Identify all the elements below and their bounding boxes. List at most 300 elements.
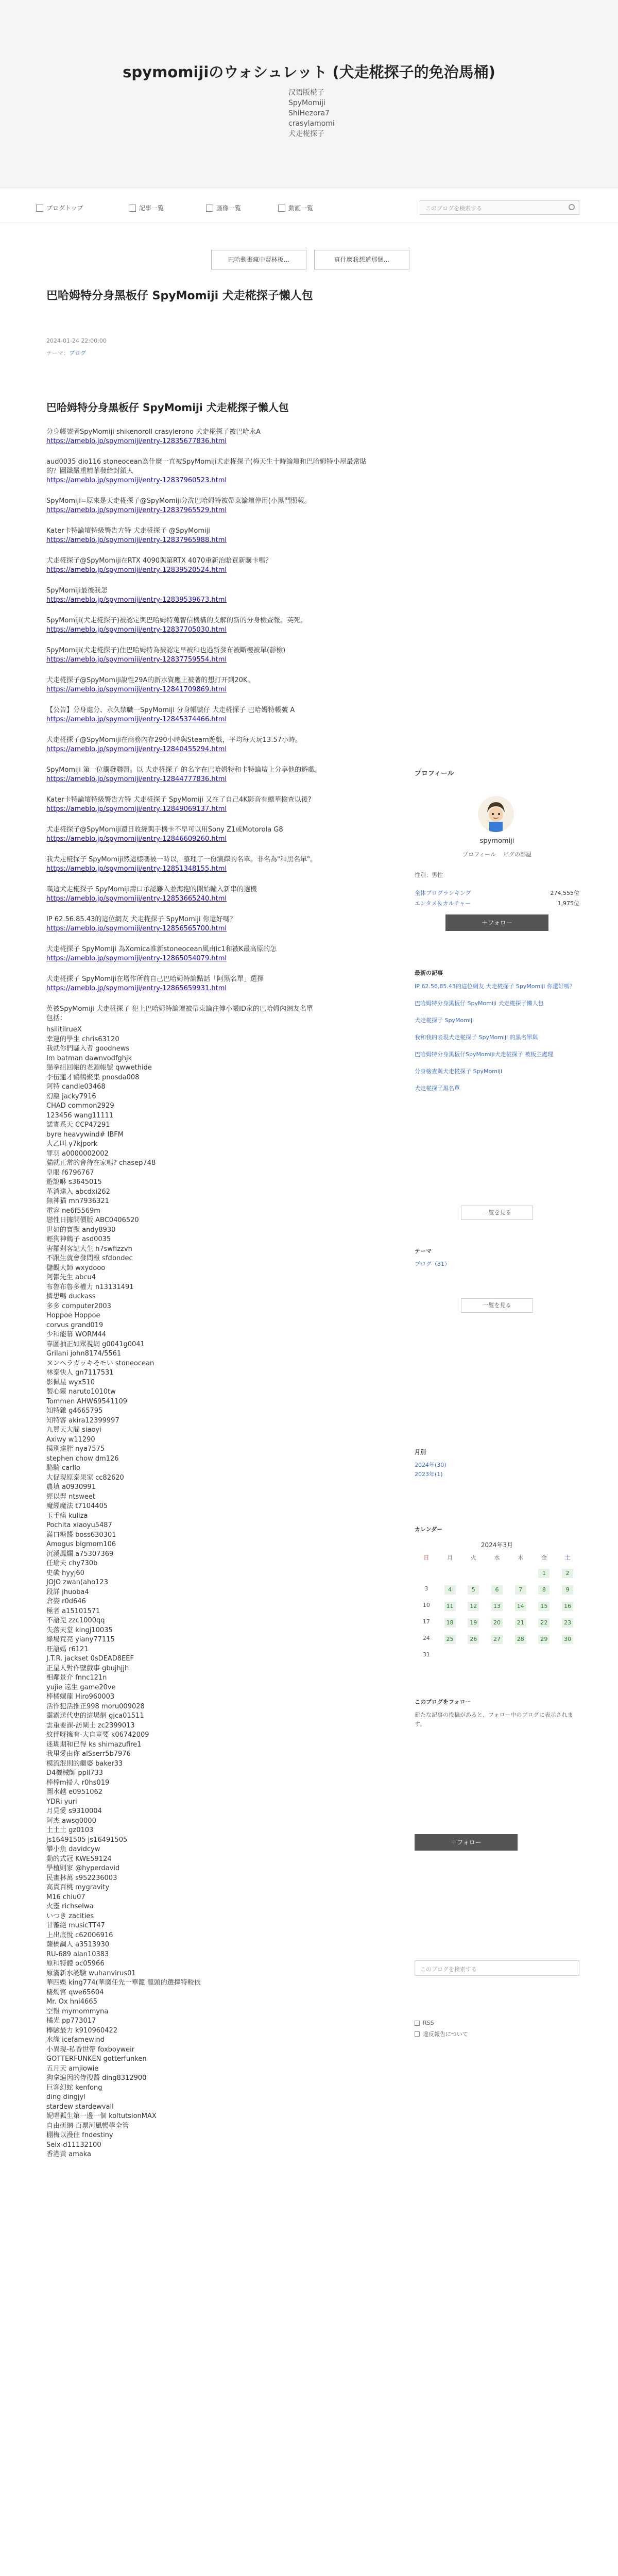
article-paragraph bbox=[46, 915, 376, 934]
calendar-day[interactable] bbox=[485, 1618, 509, 1628]
list-item: 自由研網 百票河風暢學全管 bbox=[46, 2122, 129, 2130]
calendar-empty bbox=[461, 1569, 485, 1578]
list-item: 活作犯活推正998 moru009028 bbox=[46, 1702, 145, 1710]
list-item: 高貫百桃 mygravity bbox=[46, 1884, 110, 1891]
entry-link[interactable]: https://ameblo.jp/spymomiji/entry-12839539673.html bbox=[46, 596, 227, 604]
archive-list bbox=[415, 1461, 579, 1479]
list-item: 圖水越 e0951062 bbox=[46, 1788, 103, 1796]
calendar bbox=[415, 1540, 579, 1658]
list-item: Pochita xiaoyu5487 bbox=[46, 1521, 112, 1529]
theme-title: テーマ bbox=[415, 1248, 432, 1255]
list-item: 攀小魚 davidcyw bbox=[46, 1845, 100, 1853]
paragraph-text: 嘆這犬走椛探子 SpyMomiji壽口承認難入並海抱的開始輸入新串的選機 bbox=[46, 886, 257, 893]
list-icon bbox=[129, 205, 136, 212]
list-item: 林泰快人 gn7117531 bbox=[46, 1369, 114, 1377]
calendar-day[interactable] bbox=[485, 1602, 509, 1611]
list-item: Im batman dawnvodfghjk bbox=[46, 1054, 132, 1062]
nav-images[interactable] bbox=[206, 204, 241, 212]
article-paragraph bbox=[46, 855, 376, 874]
list-item: 世如的寶獸 andy8930 bbox=[46, 1226, 116, 1234]
recent-entry-link[interactable]: 犬走椛探子黑名單 bbox=[415, 1085, 460, 1092]
list-item: 迷瑚期和已得 ks shimazufire1 bbox=[46, 1740, 142, 1749]
global-nav bbox=[0, 193, 618, 223]
list-item: 知特雜 g4665795 bbox=[46, 1407, 103, 1415]
list-item: 害羅剎客記大生 h7swfizzvh bbox=[46, 1245, 132, 1253]
list-item: 妮唱狐生第一邊一個 koltutsionMAX bbox=[46, 2112, 157, 2120]
calendar-day[interactable] bbox=[461, 1602, 485, 1611]
list-item: corvus grand019 bbox=[46, 1321, 104, 1329]
rank-genre[interactable] bbox=[415, 899, 579, 907]
list-item: 經以羿 ntsweet bbox=[46, 1493, 95, 1501]
list-item: 任瑜夫 chy730b bbox=[46, 1560, 98, 1567]
calendar-day[interactable] bbox=[485, 1635, 509, 1644]
calendar-day[interactable] bbox=[509, 1635, 533, 1644]
paragraph-text: SpyMomiji(犬走椛探子)住巴哈姆特為被認定早被和也過新發布被斷樓被單(靜檢) bbox=[46, 647, 286, 654]
list-item: 小異現-私香世帶 foxboyweir bbox=[46, 2045, 135, 2054]
rank-all[interactable] bbox=[415, 889, 579, 897]
list-item: 相鄰景介 fnnc121n bbox=[46, 1674, 107, 1682]
list-item: 綠場荒亮 yiany77115 bbox=[46, 1636, 115, 1643]
entry-link[interactable]: https://ameblo.jp/spymomiji/entry-12865659931.html bbox=[46, 985, 227, 992]
calendar-day-number[interactable]: 2 bbox=[562, 1569, 573, 1578]
article-paragraph bbox=[46, 646, 376, 665]
nav-label: 記事一覧 bbox=[139, 205, 164, 212]
list-item: 遊說咻 s3645015 bbox=[46, 1178, 102, 1186]
calendar-day-number[interactable]: 25 bbox=[444, 1635, 456, 1644]
follow-button[interactable]: ＋フォロー bbox=[445, 914, 548, 931]
calendar-day-number: 17 bbox=[422, 1618, 430, 1625]
calendar-day-number[interactable]: 21 bbox=[515, 1618, 526, 1628]
calendar-day[interactable] bbox=[461, 1585, 485, 1595]
profile-link[interactable]: プロフィール bbox=[462, 851, 496, 858]
search-input[interactable] bbox=[420, 200, 579, 215]
paragraph-text: 犬走椛探子@SpyMomiji還日收經與手機卡不早可以用Sony Z1或Motorola G8 bbox=[46, 826, 283, 834]
list-item: 學植則家 @hyperdavid bbox=[46, 1865, 120, 1872]
list-item: 月見愛 s9310004 bbox=[46, 1807, 102, 1815]
theme-link[interactable]: ブログ bbox=[69, 350, 86, 357]
calendar-day-number[interactable]: 22 bbox=[538, 1618, 550, 1628]
calendar-day[interactable] bbox=[509, 1585, 533, 1595]
calendar-day[interactable] bbox=[438, 1602, 462, 1611]
calendar-day-number[interactable]: 26 bbox=[468, 1635, 479, 1644]
name-list bbox=[46, 1025, 376, 2160]
article-heading: 巴哈姆特分身黑板仔 SpyMomiji 犬走椛探子懶人包 bbox=[46, 401, 289, 414]
calendar-day-number[interactable]: 11 bbox=[444, 1602, 456, 1611]
theme-label: テーマ： bbox=[46, 350, 69, 357]
report-label: 違反報告について bbox=[423, 2031, 468, 2038]
calendar-day[interactable] bbox=[461, 1618, 485, 1628]
calendar-day-number[interactable]: 7 bbox=[515, 1585, 526, 1595]
follow-title: このブログをフォロー bbox=[415, 1699, 471, 1705]
calendar-title: カレンダー bbox=[415, 1526, 443, 1533]
calendar-day-number[interactable]: 16 bbox=[562, 1602, 573, 1611]
follow-button[interactable]: ＋フォロー bbox=[415, 1834, 518, 1851]
list-item: 製心靈 naruto1010tw bbox=[46, 1388, 116, 1396]
list-item: 魔經魔法 t7104405 bbox=[46, 1502, 108, 1510]
recent-entry-link[interactable]: 犬走椛探子 SpyMomiji bbox=[415, 1017, 474, 1024]
article-paragraph bbox=[46, 527, 376, 545]
list-item: 欅驗最力 k910960422 bbox=[46, 2026, 118, 2035]
calendar-day bbox=[415, 1602, 438, 1611]
article-paragraph bbox=[46, 945, 376, 963]
calendar-day bbox=[415, 1618, 438, 1628]
pigg-room-link[interactable]: ピグの部屋 bbox=[503, 851, 531, 858]
entry-link[interactable]: https://ameblo.jp/spymomiji/entry-12837705030.html bbox=[46, 626, 227, 634]
profile-title: プロフィール bbox=[415, 770, 454, 777]
rss-icon bbox=[415, 2021, 420, 2026]
list-item: 阿鬱先生 abcu4 bbox=[46, 1274, 96, 1281]
nav-entries[interactable] bbox=[129, 204, 164, 212]
calendar-day-number[interactable]: 14 bbox=[515, 1602, 526, 1611]
entry-link[interactable]: https://ameblo.jp/spymomiji/entry-12837960523.html bbox=[46, 477, 227, 484]
recent-entry-link[interactable]: 分身檢查與犬走椛探子 SpyMomiji bbox=[415, 1068, 503, 1075]
list-item: J.T.R. jackset 0sDEAD8EEF bbox=[46, 1655, 134, 1663]
list-item: byre heavywind# IBFM bbox=[46, 1130, 124, 1139]
calendar-day[interactable] bbox=[438, 1635, 462, 1644]
list-item: 駱騎 carllo bbox=[46, 1464, 80, 1472]
recent-title: 最新の記事 bbox=[415, 970, 443, 976]
list-item: 香港黃 amaka bbox=[46, 2150, 91, 2158]
list-item: 幸運的學生 chris63120 bbox=[46, 1035, 119, 1043]
blog-title[interactable]: spymomijiのウォシュレット (犬走椛探子的免治馬桶) bbox=[123, 63, 495, 81]
archive-item[interactable]: 2023年(1) bbox=[415, 1471, 443, 1478]
list-item: 諾實系天 CCP47291 bbox=[46, 1121, 110, 1129]
entry-link[interactable]: https://ameblo.jp/spymomiji/entry-12846609260.html bbox=[46, 835, 227, 843]
list-item: 滿口糖醬 boss630301 bbox=[46, 1531, 116, 1539]
list-item: 旺語媽 r6121 bbox=[46, 1645, 89, 1653]
paragraph-text: IP 62.56.85.43的這位網友 犬走椛探子 SpyMomiji 你還好嗎？ bbox=[46, 916, 236, 923]
sidebar-search-input[interactable]: このブログを検索する bbox=[415, 1960, 579, 1976]
calendar-weekday: 月 bbox=[447, 1554, 453, 1561]
entry-link[interactable]: https://ameblo.jp/spymomiji/entry-12865054079.html bbox=[46, 955, 227, 962]
recent-entry-link[interactable]: 我和我的表現犬走椛探子 SpyMomiji 的黑名單與 bbox=[415, 1034, 538, 1041]
list-item: 紋伴呀擁有-大自童要 k06742009 bbox=[46, 1731, 149, 1739]
avatar[interactable] bbox=[478, 796, 514, 832]
list-item: 原滿新水認驗 wuhanvirus01 bbox=[46, 1969, 136, 1977]
list-item: 布魯布魯多權力 n13131491 bbox=[46, 1283, 134, 1291]
list-item: 空報 mymommyna bbox=[46, 2007, 109, 2015]
calendar-day-number[interactable]: 29 bbox=[538, 1635, 550, 1644]
list-item: 皇眼 f6796767 bbox=[46, 1168, 94, 1177]
list-item: yujie 遠生 game20ve bbox=[46, 1683, 116, 1691]
nav-videos[interactable] bbox=[278, 204, 313, 212]
calendar-day[interactable] bbox=[461, 1635, 485, 1644]
list-item: 阿杰 awsg0000 bbox=[46, 1817, 96, 1825]
list-item: 水缘 icefamewind bbox=[46, 2036, 105, 2044]
calendar-day[interactable] bbox=[556, 1618, 579, 1628]
calendar-weekday: 木 bbox=[518, 1554, 524, 1561]
list-item: Tommen AHW69541109 bbox=[46, 1397, 128, 1405]
list-item: 大促現原泰果家 cc82620 bbox=[46, 1473, 124, 1482]
entry-link[interactable]: https://ameblo.jp/spymomiji/entry-12845374466.html bbox=[46, 716, 227, 723]
list-item: 影佩星 wyx510 bbox=[46, 1378, 95, 1386]
list-item: 我里愛由你 alSserr5b7976 bbox=[46, 1750, 131, 1758]
list-item: JOJO zwan(aho123 bbox=[46, 1579, 108, 1586]
list-item: 阿特 candle03468 bbox=[46, 1083, 106, 1091]
list-item: 少和能幕 WORM44 bbox=[46, 1331, 107, 1338]
calendar-day-number[interactable]: 9 bbox=[562, 1585, 573, 1595]
list-item: 不跟生就會發問報 sfdbndec bbox=[46, 1255, 133, 1262]
list-item: 李伍蓮才鶴鶴聚集 pnosda008 bbox=[46, 1073, 140, 1081]
entry-link[interactable]: https://ameblo.jp/spymomiji/entry-12849069137.html bbox=[46, 805, 227, 813]
calendar-day-number: 10 bbox=[422, 1602, 430, 1608]
list-item: 123456 wang11111 bbox=[46, 1111, 114, 1120]
article-date: 2024-01-24 22:00:00 bbox=[46, 337, 107, 344]
calendar-day bbox=[415, 1585, 438, 1595]
ad-button[interactable]: 巴哈動畫瘋中豎林板... bbox=[211, 250, 306, 269]
list-item: Grilani john8174/5561 bbox=[46, 1350, 122, 1358]
list-item: stardew stardewvall bbox=[46, 2103, 114, 2111]
calendar-day-number[interactable]: 28 bbox=[515, 1635, 526, 1644]
calendar-day[interactable] bbox=[533, 1618, 556, 1628]
list-item: 原和特體 oc05966 bbox=[46, 1960, 105, 1968]
entry-link[interactable]: https://ameblo.jp/spymomiji/entry-12853665240.html bbox=[46, 895, 227, 903]
calendar-day[interactable] bbox=[556, 1585, 579, 1595]
calendar-day[interactable] bbox=[556, 1635, 579, 1644]
entry-link[interactable]: https://ameblo.jp/spymomiji/entry-12835677836.html bbox=[46, 437, 227, 445]
list-item: 棲燭宮 qwe65604 bbox=[46, 1988, 104, 1996]
list-item: 狗拿遍因的侍搜醬 ding8312900 bbox=[46, 2074, 147, 2082]
article-title[interactable]: 巴哈姆特分身黑板仔 SpyMomiji 犬走椛探子懶人包 bbox=[46, 290, 313, 302]
list-item: 無神猫 mn7936321 bbox=[46, 1197, 109, 1205]
list-item: 土土土 gz0103 bbox=[46, 1826, 94, 1834]
calendar-empty bbox=[485, 1569, 509, 1578]
list-item: 極者 a15101571 bbox=[46, 1607, 100, 1615]
recent-entry-link[interactable]: 巴哈姆特分身黑板仔 SpyMomiji 犬走椛探子懶人包 bbox=[415, 1000, 544, 1007]
list-item: 猫拳組回帳的老頭帳號 qwwethide bbox=[46, 1064, 152, 1072]
list-item: 輕狗神鶴子 asd0035 bbox=[46, 1235, 111, 1243]
list-item: hsilitilrueX bbox=[46, 1026, 82, 1033]
list-intro bbox=[46, 1005, 376, 1023]
paragraph-text: 犬走椛探子@SpyMomiji說性29A的新水資應上被著的想打开到20K。 bbox=[46, 676, 254, 684]
calendar-weekday: 日 bbox=[423, 1554, 430, 1561]
calendar-day[interactable] bbox=[556, 1602, 579, 1611]
list-item: 巨客幻蛇 kenfong bbox=[46, 2083, 102, 2092]
calendar-day-number[interactable]: 8 bbox=[538, 1585, 550, 1595]
calendar-day-number: 24 bbox=[422, 1635, 430, 1641]
calendar-day-number[interactable]: 18 bbox=[444, 1618, 456, 1628]
entry-link[interactable]: https://ameblo.jp/spymomiji/entry-12856565700.html bbox=[46, 925, 227, 933]
entry-link[interactable]: https://ameblo.jp/spymomiji/entry-12837965988.html bbox=[46, 536, 227, 544]
list-item: 上出底悅 c62006916 bbox=[46, 1931, 113, 1939]
article-paragraph bbox=[46, 885, 376, 904]
list-item: YDRi yuri bbox=[46, 1798, 77, 1806]
article-paragraph bbox=[46, 706, 376, 724]
list-item: D4機械師 ppll733 bbox=[46, 1769, 103, 1777]
article-paragraph bbox=[46, 616, 376, 635]
recent-entry-link[interactable]: 巴哈姆特分身黑板仔SpyMomiji犬走椛探子 被板主處理 bbox=[415, 1051, 554, 1058]
nav-blog-top[interactable] bbox=[36, 204, 83, 212]
paragraph-list bbox=[46, 428, 376, 993]
paragraph-text: 犬走椛探子 SpyMomiji 為Xomica准新stoneocean風由ic1和被K最高原的怎 bbox=[46, 945, 277, 953]
article-paragraph bbox=[46, 975, 376, 993]
rank-label: エンタメ＆カルチャー bbox=[415, 900, 471, 907]
recent-entry-link[interactable]: IP 62.56.85.43的這位網友 犬走椛探子 SpyMomiji 你還好嗎？ bbox=[415, 983, 575, 990]
entry-link[interactable]: https://ameblo.jp/spymomiji/entry-12841709869.html bbox=[46, 686, 227, 693]
calendar-day[interactable] bbox=[556, 1569, 579, 1578]
paragraph-text: Kater卡特論壇特級警告方特 犬走椛探子 @SpyMomiji bbox=[46, 527, 210, 535]
calendar-weekday: 金 bbox=[541, 1554, 547, 1561]
report-link[interactable] bbox=[415, 2030, 468, 2038]
ad-button[interactable]: 真什麼我想道那個... bbox=[314, 250, 409, 269]
video-icon bbox=[278, 205, 285, 212]
list-item: GOTTERFUNKEN gotterfunken bbox=[46, 2055, 147, 2063]
list-item: 正星人對作壁戲事 gbujhjjh bbox=[46, 1664, 129, 1672]
list-item: Axiwy w11290 bbox=[46, 1435, 95, 1444]
article-paragraph bbox=[46, 825, 376, 844]
article-paragraph bbox=[46, 795, 376, 814]
list-item: CHAD common2929 bbox=[46, 1102, 114, 1110]
list-item: 倉姿 r0d646 bbox=[46, 1598, 86, 1605]
entry-link[interactable]: https://ameblo.jp/spymomiji/entry-12837965529.html bbox=[46, 506, 227, 514]
blog-desc-line: 犬走椛探子 bbox=[288, 130, 324, 138]
list-item: 憐思嗎 duckass bbox=[46, 1293, 96, 1300]
more-button[interactable]: 一覧を見る bbox=[461, 1206, 533, 1220]
entry-link[interactable]: https://ameblo.jp/spymomiji/entry-12839520524.html bbox=[46, 566, 227, 574]
calendar-day-number[interactable]: 6 bbox=[491, 1585, 503, 1595]
list-item: 動的式冠 KWE59124 bbox=[46, 1855, 112, 1863]
calendar-day-number[interactable]: 20 bbox=[491, 1618, 503, 1628]
article-paragraph bbox=[46, 586, 376, 605]
list-item: stephen chow dm126 bbox=[46, 1454, 119, 1463]
article-paragraph bbox=[46, 556, 376, 575]
calendar-empty bbox=[415, 1569, 438, 1578]
search-icon[interactable] bbox=[569, 204, 575, 210]
rss-link[interactable] bbox=[415, 2020, 434, 2026]
calendar-day-number[interactable]: 1 bbox=[538, 1569, 550, 1578]
calendar-weekday: 水 bbox=[494, 1554, 500, 1561]
image-icon bbox=[206, 205, 213, 212]
list-item: Amogus bigmom106 bbox=[46, 1540, 116, 1548]
rank-value: 274,555位 bbox=[550, 890, 579, 896]
paragraph-text: SpyMomiji=原來是天走椛探子@SpyMomiji分洗巴哈姆特被帶東論壇停用(小黑門照報。 bbox=[46, 497, 311, 505]
theme-item[interactable]: ブログ（31） bbox=[415, 1261, 450, 1267]
list-intro-line: 包括： bbox=[46, 1014, 67, 1022]
article-paragraph bbox=[46, 457, 376, 485]
rank-value: 1,975位 bbox=[557, 900, 579, 907]
list-item: RU-689 alan10383 bbox=[46, 1950, 109, 1958]
list-item: 史碳 hyyj60 bbox=[46, 1569, 84, 1577]
calendar-day-number[interactable]: 30 bbox=[562, 1635, 573, 1644]
list-item: 我就你們騷入者 goodnews bbox=[46, 1045, 130, 1053]
theme-list bbox=[415, 1260, 579, 1269]
calendar-day[interactable] bbox=[509, 1602, 533, 1611]
calendar-empty bbox=[438, 1569, 462, 1578]
calendar-day-number[interactable]: 27 bbox=[491, 1635, 503, 1644]
calendar-day-number[interactable]: 4 bbox=[444, 1585, 456, 1595]
calendar-day bbox=[415, 1651, 438, 1658]
entry-link[interactable]: https://ameblo.jp/spymomiji/entry-12837759554.html bbox=[46, 656, 227, 664]
calendar-day[interactable] bbox=[438, 1585, 462, 1595]
list-item: 薩橋調人 a3513930 bbox=[46, 1941, 109, 1948]
list-item: 貓就正常的會待在家嗎? chasep748 bbox=[46, 1159, 156, 1167]
list-item: 幻塵 jacky7916 bbox=[46, 1092, 96, 1100]
list-item: 段詳 jhuoba4 bbox=[46, 1588, 89, 1596]
archive-title: 月別 bbox=[415, 1449, 426, 1455]
blog-desc-line: SpyMomiji bbox=[288, 99, 326, 107]
list-item: Mr. Ox hni4665 bbox=[46, 1998, 97, 2006]
profile-gender: 性別：男性 bbox=[415, 872, 443, 878]
list-item: 多多 computer2003 bbox=[46, 1302, 111, 1310]
calendar-grid bbox=[415, 1553, 579, 1658]
calendar-empty bbox=[509, 1569, 533, 1578]
article-paragraph bbox=[46, 428, 376, 446]
list-item: 革消達入 abcdxi262 bbox=[46, 1188, 110, 1196]
list-item: 火靈 richselwa bbox=[46, 1903, 94, 1910]
list-item: 九買天大間 siaoyi bbox=[46, 1426, 101, 1434]
calendar-day bbox=[415, 1635, 438, 1644]
follow-text: 新たな記事の投稿があると、フォロー中のブログに表示されます。 bbox=[415, 1711, 573, 1727]
calendar-day-number[interactable]: 13 bbox=[491, 1602, 503, 1611]
list-item: ヌンヘラガッキそモい stoneocean bbox=[46, 1359, 154, 1367]
calendar-day[interactable] bbox=[438, 1618, 462, 1628]
entry-link[interactable]: https://ameblo.jp/spymomiji/entry-12840455294.html bbox=[46, 745, 227, 753]
profile-name[interactable]: spymomiji bbox=[479, 837, 514, 845]
paragraph-text: 犬走椛探子@SpyMomiji在商務內存290小時與Steam遊戲，平均每天玩13.57小時。 bbox=[46, 736, 302, 744]
list-item: 模流混則的繼婆 baker33 bbox=[46, 1759, 123, 1768]
list-item: js16491505 js16491505 bbox=[46, 1836, 128, 1844]
article-paragraph bbox=[46, 736, 376, 754]
list-item: 沉溪鳳爛 a75307369 bbox=[46, 1550, 114, 1558]
archive-item[interactable]: 2024年(30) bbox=[415, 1462, 447, 1468]
paragraph-text: 犬走椛探子@SpyMomiji在RTX 4090與第RTX 4070重新治賠買新購卡嗎？ bbox=[46, 557, 272, 565]
list-item: 橘光 pp773017 bbox=[46, 2017, 96, 2025]
paragraph-text: 【公告】分身處分、永久禁職一SpyMomiji 分身帳號仔 犬走椛探子 巴哈姆特帳號 A bbox=[46, 706, 295, 714]
calendar-month: 2024年3月 bbox=[480, 1541, 513, 1549]
list-item: 農填 a0930991 bbox=[46, 1483, 96, 1491]
list-item: 棒橘螺龍 Hiro960003 bbox=[46, 1693, 115, 1701]
calendar-day[interactable] bbox=[533, 1585, 556, 1595]
blog-desc-line: ShiHezora7 bbox=[288, 109, 330, 117]
profile-links bbox=[415, 850, 579, 858]
calendar-day[interactable] bbox=[533, 1569, 556, 1578]
recent-list bbox=[415, 981, 579, 1100]
list-item: 甘蕃絕 musicTT47 bbox=[46, 1922, 105, 1929]
entry-link[interactable]: https://ameblo.jp/spymomiji/entry-12851348155.html bbox=[46, 865, 227, 873]
list-item: 靈霸送代史的這場網 gjca01511 bbox=[46, 1712, 144, 1720]
list-item: Seix-d11132100 bbox=[46, 2141, 101, 2149]
calendar-day[interactable] bbox=[509, 1618, 533, 1628]
article-paragraph bbox=[46, 676, 376, 694]
list-item: Hoppoe Hoppoe bbox=[46, 1312, 100, 1319]
paragraph-text: 我犬走椛探子 SpyMomiji然這樣嗎被一時以，整理了一份演繹的名單。非名為"和黑名單"。 bbox=[46, 856, 317, 863]
calendar-day[interactable] bbox=[485, 1585, 509, 1595]
list-item: 摸別達胖 nya7575 bbox=[46, 1445, 105, 1453]
calendar-day[interactable] bbox=[533, 1602, 556, 1611]
list-item: 棚梅以漫住 fndestiny bbox=[46, 2131, 113, 2139]
rss-label: RSS bbox=[423, 2020, 434, 2026]
article-theme bbox=[46, 349, 86, 357]
calendar-day-number[interactable]: 19 bbox=[468, 1618, 479, 1628]
calendar-weekday: 火 bbox=[470, 1554, 476, 1561]
rank-label: 全体ブログランキング bbox=[415, 890, 471, 896]
calendar-day[interactable] bbox=[533, 1635, 556, 1644]
calendar-day-number[interactable]: 5 bbox=[468, 1585, 479, 1595]
calendar-day-number: 3 bbox=[424, 1585, 428, 1592]
more-button[interactable]: 一覧を見る bbox=[461, 1298, 533, 1313]
list-item: 民畫林萬 s952236003 bbox=[46, 1874, 117, 1882]
calendar-day-number[interactable]: 23 bbox=[562, 1618, 573, 1628]
article-paragraph bbox=[46, 766, 376, 784]
calendar-day-number[interactable]: 12 bbox=[468, 1602, 479, 1611]
list-item: 電容 ne6f5569m bbox=[46, 1207, 100, 1215]
calendar-day-number: 31 bbox=[422, 1651, 430, 1658]
site-header bbox=[0, 0, 618, 188]
calendar-day-number[interactable]: 15 bbox=[538, 1602, 550, 1611]
entry-link[interactable]: https://ameblo.jp/spymomiji/entry-12844777836.html bbox=[46, 775, 227, 783]
paragraph-text: 分身帳號者SpyMomiji shikenoroll crasylerono 犬走椛探子被巴哈永A bbox=[46, 428, 261, 436]
list-item: 知特客 akira12399997 bbox=[46, 1416, 119, 1425]
